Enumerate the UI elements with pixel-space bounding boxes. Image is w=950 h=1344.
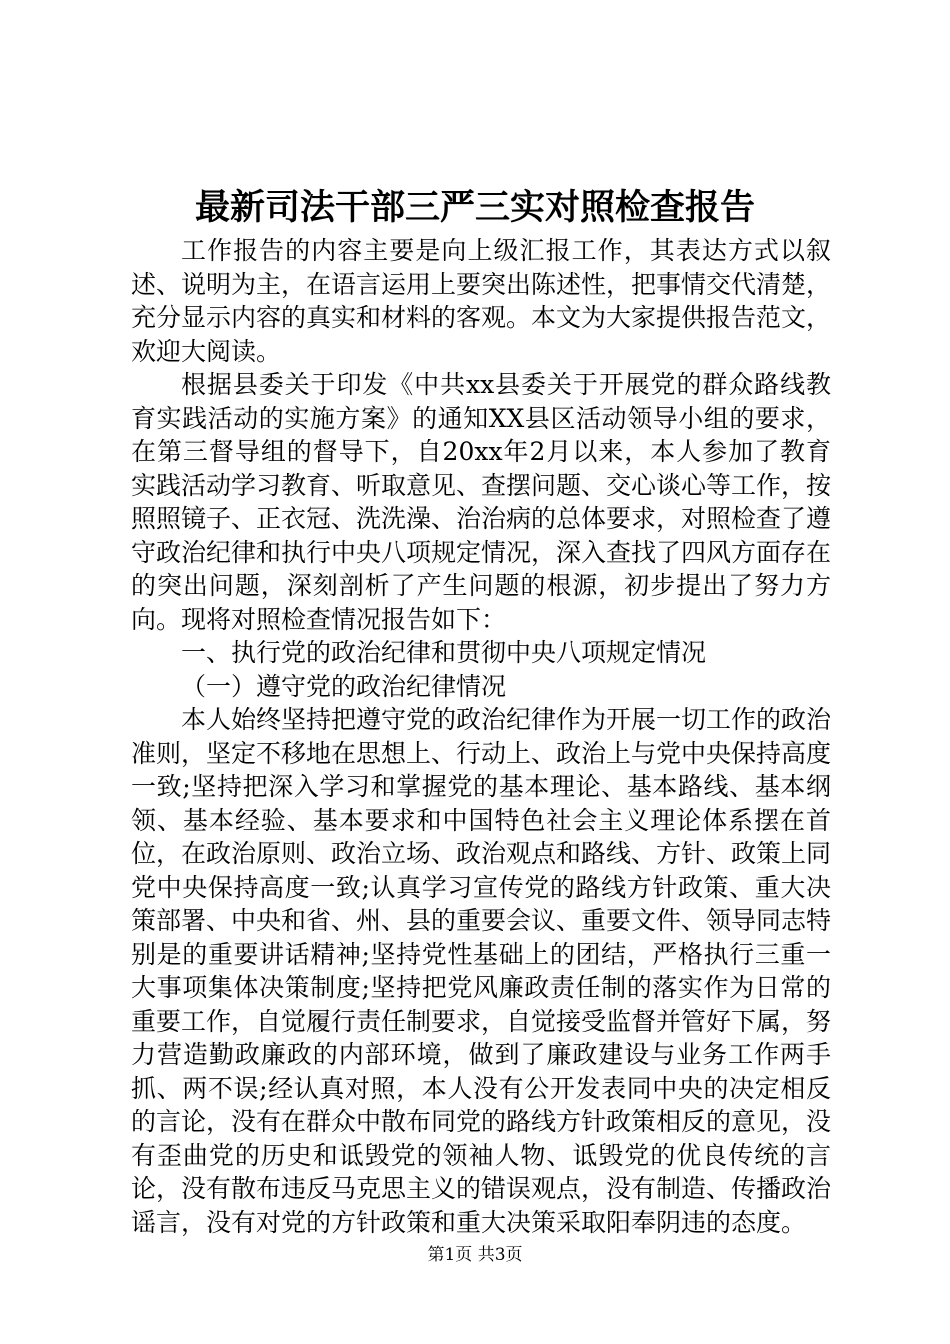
document-title: 最新司法干部三严三实对照检查报告 — [194, 187, 755, 228]
subsection-heading: （一）遵守党的政治纪律情况 — [181, 671, 507, 701]
section-heading: 一、执行党的政治纪律和贯彻中央八项规定情况 — [181, 638, 707, 667]
discipline-paragraph: 本人始终坚持把遵守党的政治纪律作为开展一切工作的政治准则，坚定不移地在思想上、行动上、政治上与党中央保持高度一致;坚持把深入学习和掌握党的基本理论、基本路线、基本纲领、基本经验、基本要求和中国特色社会主义理论体系摆在首位，在政治原则、政治立场、政治观点和路线、方针、政策上同党中央保持高度一致;认真学习宣传党的路线方针政策、重大决策部署、中央和省、州、县的重要会议、重要文件、领导同志特别是的重要讲话精神;坚持党性基础上的团结，严格执行三重一大事项集体决策制度;坚持把党风廉政责任制的落实作为日常的重要工作，自觉履行责任制要求，自觉接受监督并管好下属，努力营造勤政廉政的内部环境，做到了廉政建设与业务工作两手抓、两不误;经认真对照，本人没有公开发表同中央的决定相反的言论，没有在群众中散布同党的路线方针政策相反的意见，没有歪曲党的历史和诋毁党的领袖人物、诋毁党的优良传统的言论，没有散布违反马克思主义的错误观点，没有制造、传播政治谣言，没有对党的方针政策和重大决策采取阳奉阴违的态度。 — [131, 705, 832, 1237]
background-paragraph: 根据县委关于印发《中共xx县委关于开展党的群众路线教育实践活动的实施方案》的通知XX县区活动领导小组的要求，在第三督导组的督导下，自20xx年2月以来，本人参加了教育实践活动学习教育、听取意见、查摆问题、交心谈心等工作，按照照镜子、正衣冠、洗洗澡、治治病的总体要求，对照检查了遵守政治纪律和执行中央八项规定情况，深入查找了四风方面存在的突出问题，深刻剖析了产生问题的根源，初步提出了努力方向。现将对照检查情况报告如下： — [131, 370, 832, 634]
page-number-footer: 第1页 共3页 — [427, 1245, 523, 1265]
document-body — [131, 234, 831, 1239]
intro-paragraph: 工作报告的内容主要是向上级汇报工作，其表达方式以叙述、说明为主，在语言运用上要突出陈述性，把事情交代清楚，充分显示内容的真实和材料的客观。本文为大家提供报告范文，欢迎大阅读。 — [131, 236, 832, 366]
